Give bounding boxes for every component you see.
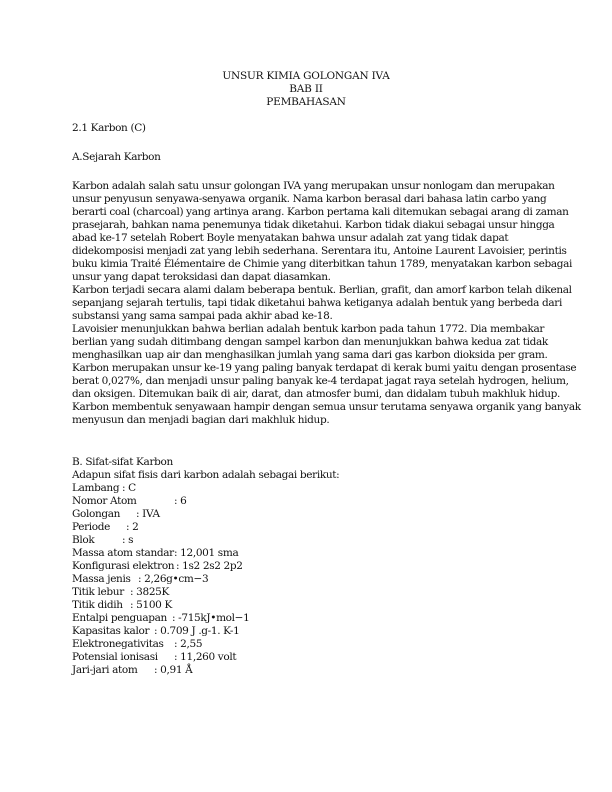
property-label: Elektronegativitas — [72, 638, 164, 650]
property-value: : 0,91 Å — [154, 664, 193, 676]
property-label: Golongan — [72, 508, 121, 520]
paragraph-line: didekomposisi menjadi zat yang lebih sederhana. Serentara itu, Antoine Laurent Lavoisier, perintis — [72, 245, 567, 257]
property-row — [72, 534, 134, 547]
property-value: : -715kJ•mol−1 — [172, 612, 250, 624]
property-value: : C — [122, 482, 136, 494]
property-label: Kapasitas kalor — [72, 625, 150, 637]
property-row — [72, 651, 237, 664]
paragraph-line: sepanjang sejarah tertulis, tapi tidak diketahui bahwa ketiganya adalah bentuk yang berbeda dari — [72, 297, 562, 309]
document-title: UNSUR KIMIA GOLONGAN IVA — [222, 70, 390, 82]
property-value: : 6 — [174, 495, 187, 507]
property-value: : 2,26g•cm−3 — [138, 573, 209, 585]
property-value: : 2,55 — [174, 638, 203, 650]
paragraph-line: berarti coal (charcoal) yang artinya arang. Karbon pertama kali ditemukan sebagai arang di zaman — [72, 206, 569, 218]
property-label: Massa jenis — [72, 573, 131, 585]
property-row — [72, 573, 209, 586]
paragraph-line: substansi yang sama sampai pada akhir abad ke-18. — [72, 310, 333, 322]
property-value: : IVA — [136, 508, 160, 520]
property-value: : 2 — [126, 521, 139, 533]
subsection-heading-properties: B. Sifat-sifat Karbon — [72, 456, 173, 468]
paragraph-line: dan oksigen. Ditemukan baik di air, darat, dan atmosfer bumi, dan didalam tubuh makhluk hidup. — [72, 388, 561, 400]
paragraph-line: Karbon merupakan unsur ke-19 yang paling banyak terdapat di kerak bumi yaitu dengan prosentase — [72, 362, 577, 374]
paragraph-line: Lavoisier menunjukkan bahwa berlian adalah bentuk karbon pada tahun 1772. Dia membakar — [72, 323, 545, 335]
property-row — [72, 638, 203, 651]
property-label: Nomor Atom — [72, 495, 137, 507]
property-label: Lambang — [72, 482, 120, 494]
property-row — [72, 547, 239, 560]
title-block — [0, 70, 612, 109]
property-row — [72, 625, 240, 638]
property-value: : s — [122, 534, 134, 546]
property-row — [72, 560, 243, 573]
paragraph-line: prasejarah, bahkan nama penemunya tidak diketahui. Karbon tidak diakui sebagai unsur hingga — [72, 219, 555, 231]
property-value: : 1s2 2s2 2p2 — [176, 560, 243, 572]
property-row — [72, 495, 187, 508]
property-row — [72, 599, 172, 612]
property-value: : 11,260 volt — [174, 651, 237, 663]
paragraph-line: Karbon terjadi secara alami dalam beberapa bentuk. Berlian, grafit, dan amorf karbon telah dikenal — [72, 284, 572, 296]
paragraph-line: unsur yang dapat teroksidasi dan dapat diasamkan. — [72, 271, 331, 283]
property-label: Titik didih — [72, 599, 123, 611]
property-label: Blok — [72, 534, 95, 546]
paragraph-line: abad ke-17 setelah Robert Boyle menyatakan bahwa unsur adalah zat yang tidak dapat — [72, 232, 509, 244]
paragraph-line: berlian yang sudah ditimbang dengan sampel karbon dan menunjukkan bahwa kedua zat tidak — [72, 336, 548, 348]
property-row — [72, 508, 160, 521]
chapter-label: BAB II — [289, 83, 323, 95]
property-label: Massa atom standar — [72, 547, 174, 559]
paragraph-line: menyusun dan menjadi bagian dari makhluk hidup. — [72, 414, 330, 426]
property-row — [72, 521, 139, 534]
property-value: : 5100 K — [130, 599, 172, 611]
paragraph-line: berat 0,027%, dan menjadi unsur paling banyak ke-4 terdapat jagat raya setelah hydrogen, helium, — [72, 375, 569, 387]
property-row — [72, 586, 169, 599]
property-row — [72, 664, 193, 677]
property-row — [72, 612, 250, 625]
property-value: : 12,001 sma — [174, 547, 239, 559]
paragraph-line: unsur penyusun senyawa-senyawa organik. Nama karbon berasal dari bahasa latin carbo yang — [72, 193, 547, 205]
property-label: Konfigurasi elektron — [72, 560, 175, 572]
section-heading: 2.1 Karbon (C) — [72, 122, 146, 134]
paragraph-line: Karbon membentuk senyawaan hampir dengan semua unsur terutama senyawa organik yang banyak — [72, 401, 581, 413]
subsection-heading-history: A.Sejarah Karbon — [72, 151, 161, 163]
paragraph-line: Karbon adalah salah satu unsur golongan IVA yang merupakan unsur nonlogam dan merupakan — [72, 180, 555, 192]
property-label: Potensial ionisasi — [72, 651, 158, 663]
paragraph-line: buku kimia Traité Élémentaire de Chimie yang diterbitkan tahun 1789, menyatakan karbon sebagai — [72, 258, 573, 270]
property-row — [72, 482, 136, 495]
property-value: : 3825K — [130, 586, 169, 598]
property-value: : 0.709 J .g-1. K-1 — [154, 625, 240, 637]
property-label: Entalpi penguapan — [72, 612, 167, 624]
paragraph-line: menghasilkan uap air dan menghasilkan jumlah yang sama dari gas karbon dioksida per gram. — [72, 349, 548, 361]
property-label: Periode — [72, 521, 110, 533]
property-label: Jari-jari atom — [72, 664, 138, 676]
chapter-subtitle: PEMBAHASAN — [266, 96, 346, 108]
properties-intro: Adapun sifat fisis dari karbon adalah sebagai berikut: — [72, 469, 340, 481]
property-label: Titik lebur — [72, 586, 124, 598]
